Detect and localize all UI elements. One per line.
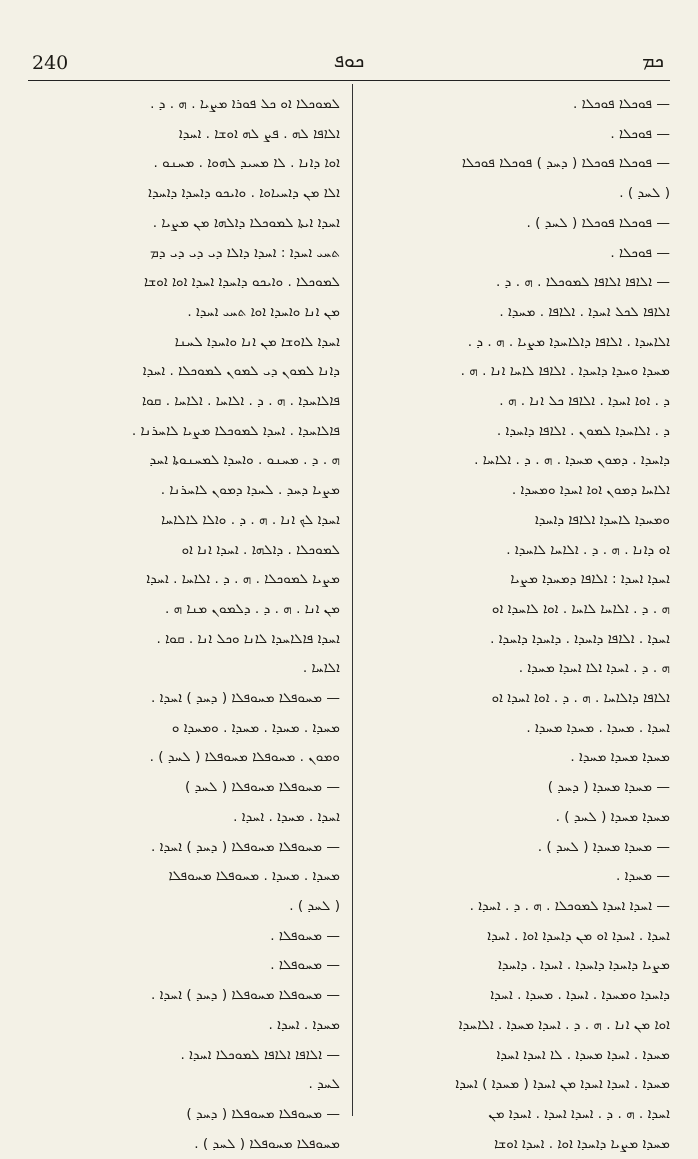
text-line: ܡܚܕܐ ܡܚܕܐ ܡܚܕܐ . (570, 749, 670, 766)
text-line: ܠܡܘܟܠܐ . ܘܐܝܟܘ ܕܐܚܕܐ ܐܚܕܐ ܐܘܐ ܐܘܫܐ (143, 274, 340, 291)
text-line: ( ܠܚܕ ) . (619, 185, 670, 202)
text-line: ܐܘܐ ܡܢ ܐܢܐ . ܗ . ܕ . ܐܚܕܐ ܡܚܕܐ . ܐܠܐܚܕܐ (458, 1016, 670, 1033)
text-line: ܡܚܕܐ . ܡܚܕܐ . ܡܚܘܦܠܐ ܡܚܘܦܠܐ (168, 868, 340, 885)
text-line: ܐܠܐ ܡܢ ܕܐܚܝܐܘܐ . ܘܐܝܟܘ ܕܐܚܕܐ ܕܐܚܕܐ (148, 185, 340, 202)
text-line: ܐܠܐܦܐ ܕܐܠܐܚܐ . ܗ . ܕ . ܐܘܐ ܐܚܕܐ ܐܘ (491, 690, 670, 707)
text-line: ܕܐܢܐ ܠܡܘܢ ܕܝ ܠܡܘܢ ܠܡܘܟܠܐ . ܐܚܕܐ (142, 363, 340, 380)
text-line: — ܡܚܘܦܠܐ ܡܚܘܦܠܐ ( ܕܚܕ ) ܐܚܕܐ . (151, 690, 340, 707)
text-line: — ܡܚܕܐ ܡܚܕܐ ( ܕܚܕ ) (547, 779, 670, 796)
header-rule (28, 80, 670, 81)
left-column (32, 90, 340, 1152)
text-line: — ܐܠܐܦܐ ܐܠܐܦܐ ܠܡܘܟܠܐ . ܗ . ܕ . (496, 274, 670, 291)
text-line: ܡܨܝܐ ܕܐܚܕܐ ܕܐܚܕܐ . ܐܚܕܐ . ܕܐܚܕܐ (498, 957, 670, 974)
text-line: ܐܠܐܚܐ . (302, 660, 340, 677)
text-line: ܡܚܕܐ . ܐܚܕܐ ܐܚܕܐ ܡܢ ܐܚܕܐ ( ܡܚܕܐ ) ܐܚܕܐ (455, 1076, 670, 1093)
text-line: ܡܚܕܐ . ܐܚܕܐ ܡܚܕܐ . ܠܐ ܐܚܕܐ ܐܚܕܐ (496, 1046, 670, 1063)
text-line: — ܦܘܟܠܐ ܦܘܟܠܐ ( ܠܚܕ ) . (526, 214, 670, 231)
text-line: ܘܡܚܕܐ ܠܐܚܕܐ ܐܠܐܦܐ ܕܐܚܕܐ (534, 511, 670, 528)
text-line: ܡܚܕܐ . ܡܚܕܐ . ܡܚܕܐ . ܘܡܚܕܐ ܘ (171, 719, 340, 736)
text-line: ܡܚܕܐ ܘܚܕܐ ܕܐܚܕܐ . ܐܠܐܦܐ ܠܐܚܐ ܐܢܐ . ܗ . (460, 363, 670, 380)
text-line: ܗ . ܕ . ܐܚܕܐ ܐܠܐ ܐܚܕܐ ܡܚܕܐ . (518, 660, 670, 677)
text-line: ܐܘ ܕܐܢܐ . ܗ . ܕ . ܐܠܐܚܐ ܠܐܚܕܐ . (506, 541, 670, 558)
text-line: ܗ . ܕ . ܡܚܢܘ . ܘܐܚܕܐ ܠܡܚܢܘܬܐ ܐܚܕ (149, 452, 340, 469)
text-line: — ܦܘܟܠܐ . (610, 244, 670, 261)
text-line: ܐܚܕܐ . ܐܠܐܦܐ ܕܐܚܕܐ . ܕܐܚܕܐ ܕܐܚܕܐ . (490, 630, 670, 647)
text-line: — ܡܚܘܦܠܐ . (270, 957, 340, 974)
text-line: ܘܡܘܢ . ܡܚܘܦܠܐ ܡܚܘܦܠܐ ( ܠܚܕ ) . (149, 749, 340, 766)
text-line: ܐܚܕܐ . ܡܚܕܐ . ܡܚܕܐ ܡܚܕܐ . (526, 719, 670, 736)
text-line: ܐܚܕܐ . ܗ . ܕ . ܐܚܕܐ ܐܚܕܐ . ܐܚܕܐ ܡܢ (488, 1105, 670, 1122)
text-line: ܡܢ ܐܢܐ ܘܐܚܕܐ ܐܘܐ ܬܚܝ ܐܚܕܐ . (187, 303, 340, 320)
text-line: ܠܡܘܟܠܐ ܐܘ ܟܠ ܦܘܪܐ ܡܨܝܐ . ܗ . ܕ . (150, 96, 340, 112)
text-line: ܕ . ܐܘܐ ܐܚܕܐ . ܐܠܐܦܐ ܟܠ ܐܢܐ . ܗ . (499, 393, 670, 410)
text-line: — ܦܘܟܠܐ . (610, 125, 670, 142)
text-line: — ܐܚܕܐ ܐܚܕܐ ܠܡܘܟܠܐ . ܗ . ܕ . ܐܚܕܐ . (469, 897, 670, 914)
page-number: 240 (32, 52, 69, 74)
text-line: — ܡܚܕܐ ܡܚܕܐ ( ܠܚܕ ) . (537, 838, 670, 855)
text-line: ܠܡܘܟܠܐ . ܕܐܠܗܐ . ܐܚܕܐ ܐܢܐ ܐܘ (181, 541, 340, 558)
text-line: ܐܠܐܦܐ ܠܗ . ܦܨ ܠܗ ܐܘܫܐ . ܐܚܕܐ (178, 125, 340, 142)
text-line: ܐܚܕܐ . ܡܚܕܐ . ܐܚܕܐ . (233, 808, 340, 825)
text-line: — ܡܚܘܦܠܐ . (270, 927, 340, 944)
text-line: ܠܚܕ . (308, 1076, 340, 1093)
running-head-right: ܟܡ (642, 50, 664, 72)
text-line: ܡܚܕܐ ܡܨܝܐ ܕܐܚܕܐ ܐܘܐ . ܐܚܕܐ ܐܘܫܐ (494, 1135, 670, 1152)
text-line: ܗ . ܕ . ܐܠܐܚܐ ܠܐܚܐ . ܐܘܐ ܠܐܚܕܐ ܐܘ (491, 600, 670, 617)
text-line: ܦܐܠܐܚܕܐ . ܗ . ܕ . ܐܠܐܚܐ . ܐܠܐܚܐ . ܩܘܐ (141, 393, 340, 410)
column-divider (352, 84, 353, 1116)
text-line: — ܡܚܘܦܠܐ ܡܚܘܦܠܐ ( ܕܚܕ ) (186, 1105, 340, 1122)
text-line: ܐܚܕܐ ܐܝܬܐ ܠܡܘܟܠܐ ܕܐܠܗܐ ܡܢ ܡܨܝܐ . (152, 214, 340, 231)
text-line: ܡܚܕܐ ܡܚܕܐ ( ܠܚܕ ) . (555, 808, 670, 825)
text-line: ܕ . ܐܠܐܚܕܐ ܠܡܘܢ . ܐܠܐܦܐ ܕܐܚܕܐ . (496, 422, 670, 439)
text-line: ܕܐܚܕܐ . ܕܡܘܢ ܡܚܕܐ . ܗ . ܕ . ܐܠܐܚܐ . (474, 452, 670, 469)
text-line: ܕܐܚܕܐ ܘܡܚܕܐ . ܐܚܕܐ . ܡܚܕܐ . ܐܚܕܐ (490, 987, 670, 1004)
text-line: — ܐܠܐܦܐ ܐܠܐܦܐ ܠܡܘܟܠܐ ܐܚܕܐ . (180, 1046, 340, 1063)
text-line: ( ܠܚܕ ) . (289, 897, 340, 914)
text-line: ܐܠܐܦܐ ܠܟܠ ܐܚܕܐ . ܐܠܐܦܐ . ܡܚܕܐ . (499, 303, 670, 320)
text-line: — ܡܚܘܦܠܐ ܡܚܘܦܠܐ ( ܠܚܕ ) (184, 779, 340, 796)
text-line: ܐܚܕܐ ܠܟ ܐܢܐ . ܗ . ܕ . ܘܐܠܐ ܠܐܠܐܚܐ (161, 511, 340, 528)
running-head-center: ܟܘܦ (333, 50, 365, 72)
text-line: — ܡܚܕܐ . (615, 868, 670, 885)
text-line: ܦܐܠܐܚܕܐ . ܐܚܕܐ ܠܡܘܟܠܐ ܡܨܝܐ ܠܐܚܪܢܐ . (131, 422, 340, 439)
text-line: — ܡܚܘܦܠܐ ܡܚܘܦܠܐ ( ܕܚܕ ) ܐܚܕܐ . (151, 987, 340, 1004)
text-line: ܬܚܝ ܐܚܕܐ : ܐܚܕܐ ܕܐܠܐ ܕܝ ܕܝ ܕܝ ܕܡ (150, 244, 340, 261)
text-line: ܡܨܝܐ ܠܡܘܟܠܐ . ܗ . ܕ . ܐܠܐܚܐ . ܐܚܕܐ (146, 571, 340, 588)
right-column (364, 90, 670, 1152)
text-line: ܡܨܝܐ ܕܚܕ . ܠܚܕܐ ܕܡܘܢ ܠܐܚܪܢܐ . (160, 482, 340, 499)
text-line: — ܦܘܟܠܐ ܦܘܟܠܐ ( ܕܚܕ ) ܦܘܟܠܐ ܦܘܟܠܐ (461, 155, 670, 172)
text-line: — ܦܘܟܠܐ ܦܘܟܠܐ . (573, 96, 670, 112)
text-line: ܐܠܐܚܕܐ . ܐܠܐܦܐ ܕܐܠܐܚܕܐ ܡܨܝܐ . ܗ . ܕ . (467, 333, 670, 350)
text-line: ܐܘܐ ܕܐܢܐ . ܠܐ ܡܚܝܕ ܠܗܘܐ . ܡܚܢܘ . (153, 155, 340, 172)
text-line: ܡܚܘܦܠܐ ܡܚܘܦܠܐ ( ܠܚܕ ) . (194, 1135, 340, 1152)
text-line: ܐܚܕܐ ܦܐܠܐܚܕܐ ܠܐܢܐ ܘܟܠ ܐܢܐ . ܩܘܐ . (156, 630, 340, 647)
text-line: ܐܚܕܐ ܐܚܕܐ : ܐܠܐܦܐ ܕܡܚܕܐ ܡܨܝܐ (510, 571, 670, 588)
text-line: ܐܚܕܐ ܠܐܘܫܐ ܡܢ ܐܢܐ ܘܐܚܕܐ ܠܚܢܐ (174, 333, 340, 350)
text-line: ܐܠܐܚܐ ܕܡܘܢ ܐܘܐ ܐܚܕܐ ܘܡܚܕܐ . (511, 482, 670, 499)
text-line: ܐܚܕܐ . ܐܚܕܐ ܐܘ ܡܢ ܕܐܚܕܐ ܐܘܐ . ܐܚܕܐ (487, 927, 670, 944)
text-line: — ܡܚܘܦܠܐ ܡܚܘܦܠܐ ( ܕܚܕ ) ܐܚܕܐ . (151, 838, 340, 855)
text-line: ܡܢ ܐܢܐ . ܗ . ܕ . ܕܠܡܘܢ ܡܢܐ ܗ . (164, 600, 340, 617)
page-header (28, 48, 670, 78)
text-line: ܡܚܕܐ . ܐܚܕܐ . (268, 1016, 340, 1033)
